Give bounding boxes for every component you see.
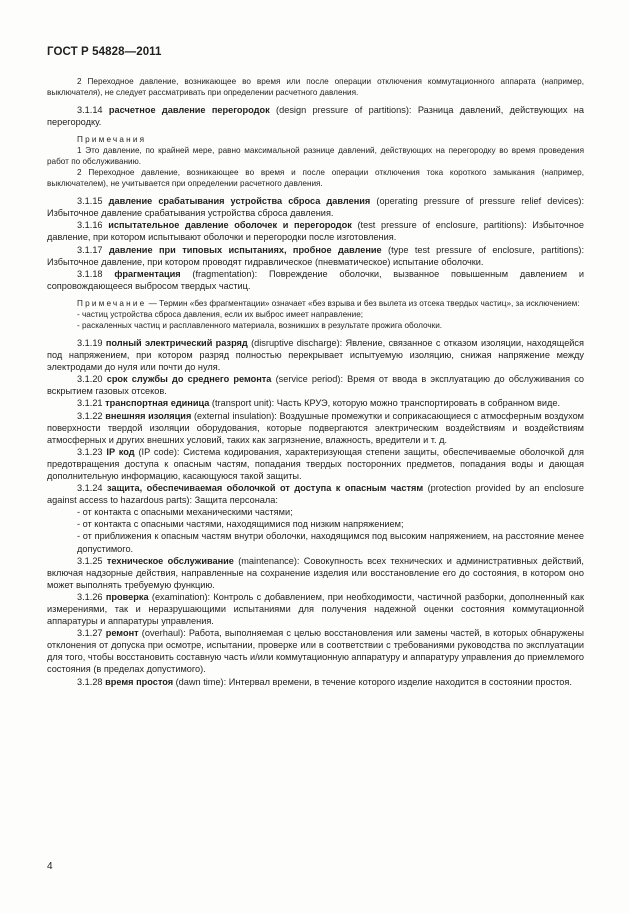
term: IP код: [106, 446, 135, 457]
definition-3-1-21: [47, 397, 584, 409]
term: испытательное давление оболочек и перегородок: [108, 220, 352, 231]
clause-number: 3.1.28: [77, 676, 103, 687]
definition-3-1-27: [47, 627, 584, 675]
definition-3-1-24: [47, 482, 584, 506]
term: время простоя: [105, 676, 174, 687]
definition-text: (IP code): Система кодирования, характеризующая степени защиты, обеспечиваемые оболочкой для предотвращения доступа к опасным частям, попадания твердых посторонних предметов, попадания воды и дающая дополнительную информацию, касающуюся такой защиты.: [47, 446, 585, 481]
clause-number: 3.1.16: [77, 220, 103, 231]
definition-text: (transport unit): Часть КРУЭ, которую можно транспортировать в собранном виде.: [209, 398, 561, 409]
document-body: [47, 76, 584, 688]
clause-number: 3.1.23: [77, 446, 103, 457]
note-item-1: 1 Это давление, по крайней мере, равно максимальной разнице давлений, действующих на перегородку во время проведения работ по обслуживанию.: [47, 146, 584, 167]
notes-3-1-14: [47, 134, 584, 189]
term: техническое обслуживание: [106, 555, 234, 566]
definition-3-1-19: [47, 337, 584, 373]
clause-number: 3.1.24: [77, 483, 103, 494]
clause-number: 3.1.15: [77, 196, 103, 207]
term: транспортная единица: [105, 398, 210, 409]
clause-number: 3.1.20: [77, 374, 103, 385]
definition-3-1-28: [47, 676, 584, 688]
note-body: — Термин «без фрагментации» означает «без взрыва и без вылета из отсека твердых частиц», за исключением:: [146, 298, 580, 308]
page-number: 4: [47, 861, 53, 872]
definition-text: (service period): Время от ввода в эксплуатацию до обслуживания со вскрытием газовых отсеков.: [47, 374, 584, 397]
term: полный электрический разряд: [105, 337, 248, 348]
term: защита, обеспечиваемая оболочкой от доступа к опасным частям: [107, 483, 424, 494]
definition-text: (type test pressure of enclosure, partitions): Избыточное давление, при котором проводят гидравлическое (пневматическое) испытание оболочки.: [47, 244, 585, 267]
note-item-2: 2 Переходное давление, возникающее во время и после операции отключения тока короткого замыкания (например, выключателем), не учитывается при определении расчетного давления.: [47, 168, 584, 189]
definition-text: (design pressure of partitions): Разница давлений, действующих на перегородку.: [47, 105, 584, 128]
clause-number: 3.1.17: [77, 244, 103, 255]
definition-text: (fragmentation): Повреждение оболочки, вызванное повышенным давлением и сопровождающееся выбросом твердых частиц.: [47, 268, 584, 291]
term: давление при типовых испытаниях, пробное давление: [108, 244, 382, 255]
definition-text: (dawn time): Интервал времени, в течение которого изделие находится в состоянии простоя.: [173, 676, 572, 687]
clause-number: 3.1.18: [77, 268, 103, 279]
term: внешняя изоляция: [105, 410, 192, 421]
definition-3-1-20: [47, 373, 584, 397]
clause-number: 3.1.19: [77, 337, 103, 348]
definition-3-1-17: [47, 244, 584, 268]
protection-list-item: - от контакта с опасными механическими частями;: [77, 507, 293, 518]
definition-3-1-25: [47, 555, 584, 591]
note-list-item: - частиц устройства сброса давления, если их выброс имеет направление;: [77, 309, 364, 319]
definition-text: (test pressure of enclosure, partitions): Избыточное давление, при котором испытывают оболочки и перегородки после изготовления.: [47, 220, 584, 243]
term: срок службы до среднего ремонта: [106, 374, 272, 385]
definition-3-1-16: [47, 219, 584, 243]
protection-list-item: - от контакта с опасными частями, находящимися под низким напряжением;: [77, 519, 404, 530]
definition-text: (protection provided by an enclosure against access to hazardous parts): Защита персонала:: [47, 483, 584, 506]
definition-3-1-23: [47, 446, 584, 482]
clause-number: 3.1.22: [77, 410, 103, 421]
protection-list-item: - от приближения к опасным частям внутри оболочки, находящимся под высоким напряжением, на расстояние менее допустимого.: [77, 531, 584, 554]
definition-text: (examination): Контроль с добавлением, при необходимости, частичной разборки, дополненный как измерениями, так и неразрушающими испытаниями для получения надежной оценки состояния коммутационной аппаратуры и аппаратуры управления.: [47, 591, 584, 627]
definition-text: (overhaul): Работа, выполняемая с целью восстановления или замены частей, в которых обнаружены отклонения от допуска при осмотре, испытании, проверке или в соответствии с требованиями руководства по эксплуатации для того, чтобы восстановить составную часть и/или коммутационную аппаратуру и аппаратуру управления до приемлемого состояния (в пределах допустимого).: [47, 628, 584, 675]
definition-text: (operating pressure of pressure relief devices): Избыточное давление срабатывания устройства сброса давления.: [47, 196, 584, 219]
clause-number: 3.1.14: [77, 105, 103, 115]
note-3-1-18: [47, 298, 584, 331]
definition-3-1-22: [47, 410, 584, 446]
clause-number: 3.1.21: [77, 398, 103, 409]
clause-number: 3.1.27: [77, 628, 103, 639]
term: расчетное давление перегородок: [108, 105, 270, 115]
term: давление срабатывания устройства сброса давления: [108, 196, 371, 207]
clause-number: 3.1.26: [77, 591, 103, 602]
note-transient-pressure: 2 Переходное давление, возникающее во время или после операции отключения коммутационного аппарата (например, выключателя), не следует рассматривать при определении расчетного давления.: [47, 77, 584, 97]
definition-3-1-26: [47, 591, 584, 627]
note-title: Примечание: [77, 298, 147, 308]
definition-text: (external insulation): Воздушные промежутки и соприкасающиеся с атмосферным воздухом поверхности твердой изоляции оборудования, которые подвергаются электрическим воздействиям и воздействиям атмосферных и других внешних условий, таких как загрязнение, влажность, вредители и т. д.: [47, 410, 584, 445]
note-list-item: - раскаленных частиц и расплавленного материала, возникших в результате прожига оболочки.: [77, 320, 443, 330]
notes-title: Примечания: [77, 135, 147, 145]
definition-3-1-15: [47, 195, 584, 219]
term: фрагментация: [114, 268, 181, 279]
definition-text: (disruptive discharge): Явление, связанное с отказом изоляции, находящейся под напряжением, при котором разряд полностью перекрывает испытуемую изоляцию, снижая напряжение между электродами до нуля или почти до нуля.: [47, 337, 585, 373]
definition-3-1-18: [47, 268, 584, 292]
note-text: [47, 298, 584, 309]
clause-number: 3.1.25: [77, 555, 103, 566]
definition-3-1-14: [47, 104, 584, 128]
term: ремонт: [105, 628, 139, 639]
term: проверка: [105, 591, 149, 602]
document-header: ГОСТ Р 54828—2011: [47, 46, 162, 58]
definition-text: (maintenance): Совокупность всех технических и административных действий, включая надзорные действия, направленные на сохранение изделия или восстановление его до состояния, в котором оно может выполнять требуемую функцию.: [47, 555, 584, 590]
